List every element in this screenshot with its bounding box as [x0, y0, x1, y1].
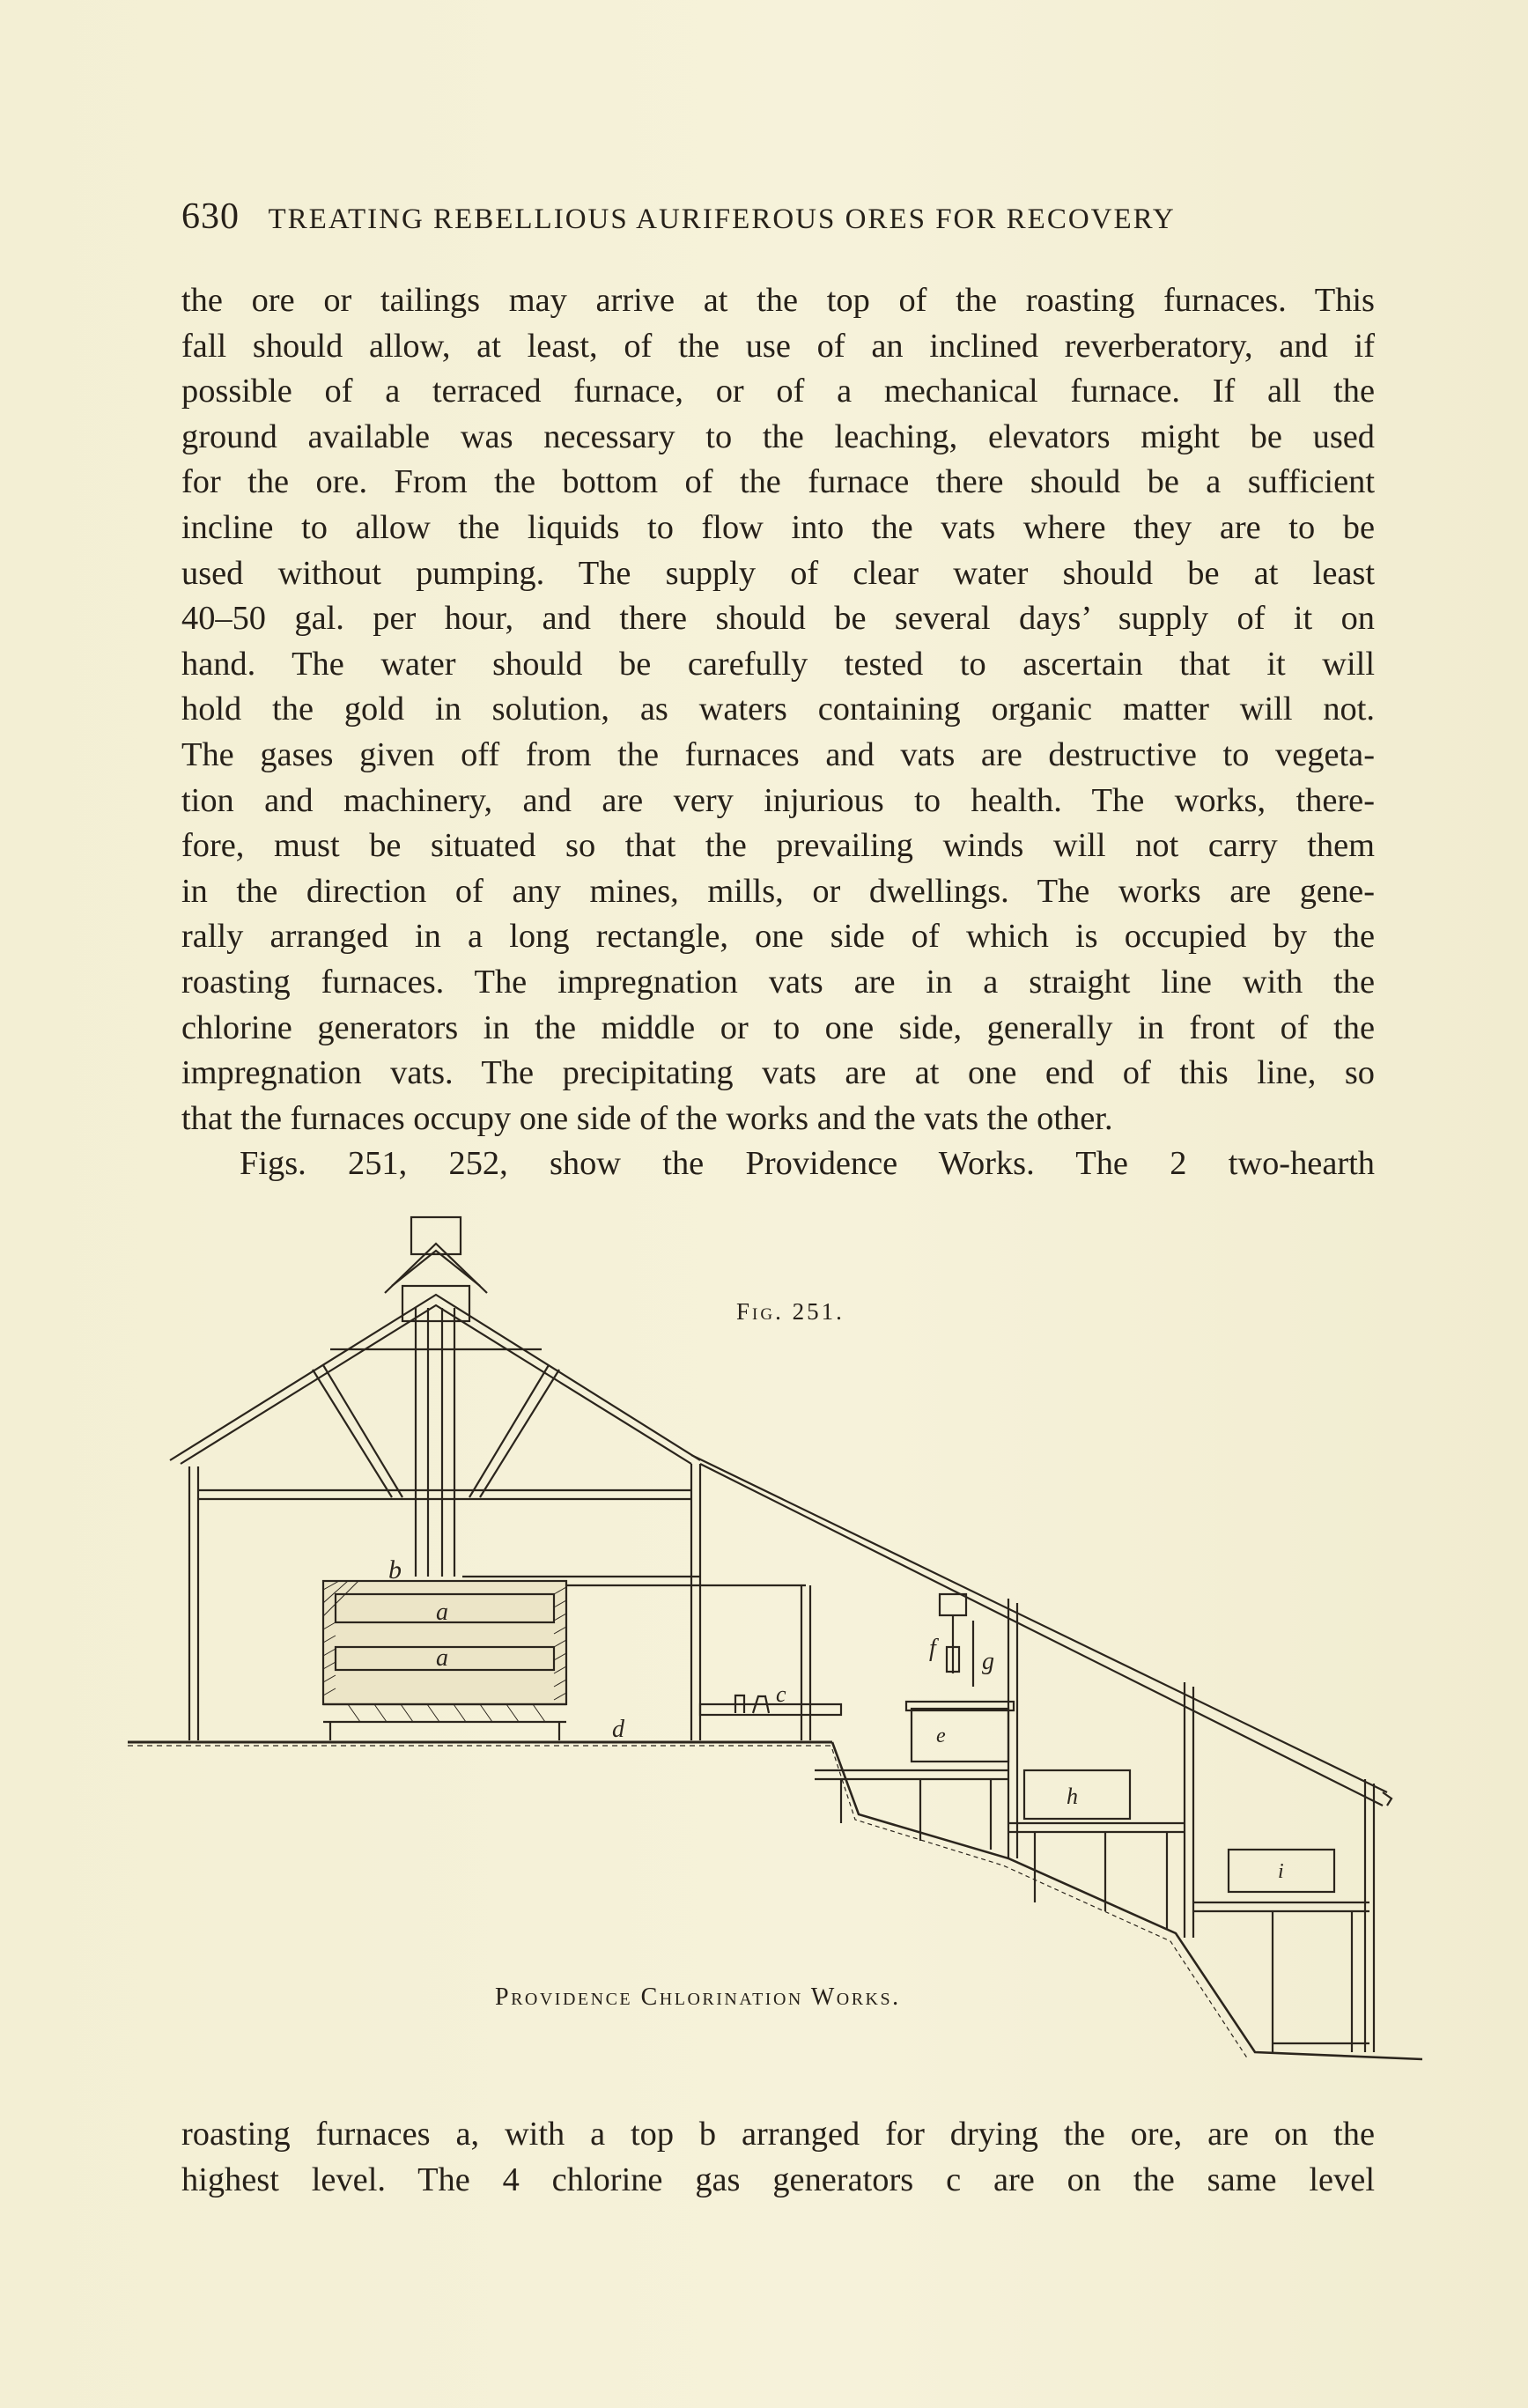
running-header — [181, 196, 1375, 238]
label-a-lower: a — [436, 1644, 448, 1672]
text-line: used without pumping. The supply of clear water should be at least — [181, 554, 1375, 592]
text-line: rally arranged in a long rectangle, one side of which is occupied by the — [181, 918, 1375, 956]
text-line: that the furnaces occupy one side of the works and the vats the other. — [181, 1099, 1113, 1137]
text-line: hold the gold in solution, as waters containing organic matter will not. — [181, 691, 1375, 728]
running-title: TREATING REBELLIOUS AURIFEROUS ORES FOR RECOVERY — [268, 203, 1176, 235]
page-number: 630 — [181, 196, 240, 237]
label-i: i — [1278, 1860, 1284, 1883]
text-line: fore, must be situated so that the prevailing winds will not carry them — [181, 827, 1375, 865]
text-line: in the direction of any mines, mills, or dwellings. The works are gene- — [181, 872, 1375, 910]
text-line: chlorine generators in the middle or to one side, generally in front of the — [181, 1008, 1375, 1046]
text-line: 40–50 gal. per hour, and there should be several days’ supply of it on — [181, 600, 1375, 638]
figure-title: Fig. 251. — [736, 1298, 845, 1325]
text-line: impregnation vats. The precipitating vats are at one end of this line, so — [181, 1054, 1375, 1092]
label-h: h — [1067, 1784, 1078, 1809]
text-line: roasting furnaces a, with a top b arranged for drying the ore, are on the — [181, 2116, 1375, 2153]
label-e: e — [936, 1725, 946, 1747]
text-line: incline to allow the liquids to flow into the vats where they are to be — [181, 508, 1375, 546]
label-g: g — [982, 1648, 994, 1675]
label-a-upper: a — [436, 1599, 448, 1626]
text-line: roasting furnaces. The impregnation vats are in a straight line with the — [181, 963, 1375, 1001]
text-line: The gases given off from the furnaces and vats are destructive to vegeta- — [181, 735, 1375, 773]
body-text-top — [181, 278, 1375, 1187]
text-line: hand. The water should be carefully tested to ascertain that it will — [181, 645, 1375, 683]
text-line: possible of a terraced furnace, or of a mechanical furnace. If all the — [181, 373, 1375, 410]
text-line: the ore or tailings may arrive at the top of the roasting furnaces. This — [181, 282, 1375, 319]
text-line: ground available was necessary to the leaching, elevators might be used — [181, 417, 1375, 455]
body-text-bottom — [181, 2112, 1375, 2203]
text-line: tion and machinery, and are very injurious to health. The works, there- — [181, 781, 1375, 819]
figure-251-drawing — [128, 1207, 1422, 2074]
figure-caption: Providence Chlorination Works. — [495, 1983, 901, 2011]
text-line: fall should allow, at least, of the use of an inclined reverberatory, and if — [181, 327, 1375, 365]
text-line: highest level. The 4 chlorine gas generators c are on the same level — [181, 2161, 1375, 2198]
label-c: c — [776, 1681, 786, 1707]
text-line-indented: Figs. 251, 252, show the Providence Works. The 2 two-hearth — [240, 1145, 1375, 1183]
label-f: f — [929, 1635, 936, 1662]
label-b: b — [388, 1555, 402, 1584]
label-d: d — [612, 1716, 624, 1743]
text-line: for the ore. From the bottom of the furnace there should be a sufficient — [181, 463, 1375, 501]
